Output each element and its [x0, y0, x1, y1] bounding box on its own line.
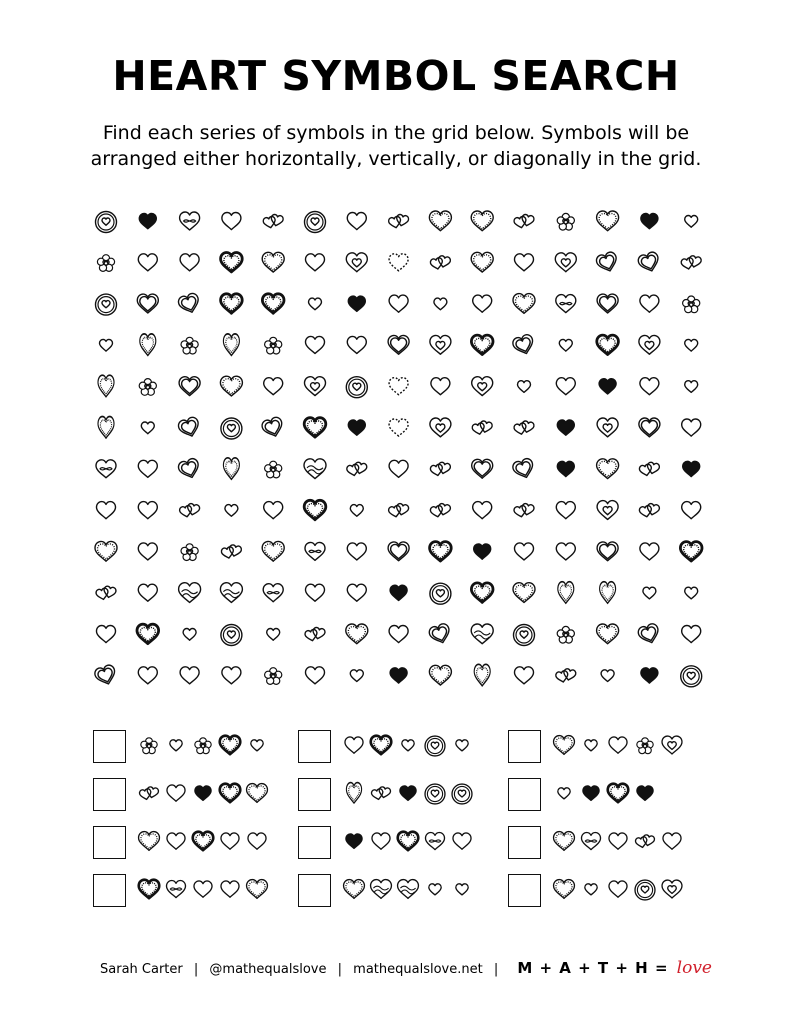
grid-cell-heart-outline-icon[interactable]: [473, 502, 492, 519]
grid-cell-heart-outline-icon[interactable]: [515, 543, 534, 560]
heart-outline-icon: [221, 881, 239, 897]
grid-cell-heart-outline-icon[interactable]: [180, 254, 199, 271]
grid-cell-heart-dotted-stitch-icon[interactable]: [513, 583, 535, 603]
grid-cell-heart-double-outline-icon[interactable]: [388, 335, 409, 354]
grid-cell-heart-tilted-icon[interactable]: [177, 457, 202, 480]
heart-small-outline-icon: [251, 740, 263, 751]
grid-cell-heart-twin-hearts-icon[interactable]: [346, 462, 367, 477]
grid-cell-heart-outline-icon[interactable]: [515, 254, 534, 271]
grid-cell-heart-twin-hearts-icon[interactable]: [513, 214, 534, 229]
grid-cell-heart-outline-icon[interactable]: [556, 378, 575, 395]
footer-separator: |: [193, 962, 199, 977]
grid-cell-heart-twin-hearts-icon[interactable]: [430, 462, 451, 477]
grid-cell-heart-dotted-stitch-icon[interactable]: [513, 294, 535, 314]
grid-cell-heart-in-heart-icon[interactable]: [597, 418, 618, 437]
grid-cell-heart-dotted-stitch-icon[interactable]: [597, 459, 619, 479]
heart-tall-stitch-icon: [346, 783, 361, 804]
grid-cell-heart-small-outline-icon[interactable]: [434, 298, 447, 310]
grid-cell-heart-outline-icon[interactable]: [473, 295, 492, 312]
footer-brand-love: love: [676, 958, 712, 978]
grid-cell-heart-outline-icon[interactable]: [389, 460, 408, 477]
grid-cell-heart-flower-icon[interactable]: [181, 337, 198, 354]
heart-small-outline-icon: [456, 884, 468, 895]
footer-handle: @mathequalslove: [209, 962, 327, 977]
grid-cell-heart-outline-icon[interactable]: [138, 460, 157, 477]
grid-cell-heart-tall-stitch-icon[interactable]: [98, 375, 114, 397]
grid-cell-heart-double-outline-icon[interactable]: [472, 459, 493, 478]
grid-cell-heart-outline-icon[interactable]: [347, 584, 366, 601]
grid-cell-heart-outline-icon[interactable]: [138, 254, 157, 271]
heart-dotted-stitch-icon: [554, 832, 575, 851]
answer-item: [508, 826, 728, 866]
grid-cell-heart-filled-icon[interactable]: [348, 420, 365, 435]
grid-cell-heart-outline-icon[interactable]: [389, 626, 408, 643]
grid-cell-heart-in-heart-icon[interactable]: [639, 335, 660, 354]
grid-cell-heart-bead-border-icon[interactable]: [597, 335, 619, 354]
grid-cell-heart-outline-icon[interactable]: [222, 213, 241, 230]
grid-cell-heart-outline-icon[interactable]: [640, 543, 659, 560]
answer-item: [93, 826, 313, 866]
grid-cell-heart-tilted-icon[interactable]: [428, 622, 453, 645]
grid-cell-heart-bead-border-icon[interactable]: [137, 624, 159, 643]
heart-wave-outline-icon: [398, 880, 419, 899]
grid-cell-heart-outline-icon[interactable]: [138, 543, 157, 560]
grid-cell-heart-tilted-icon[interactable]: [93, 664, 118, 687]
answer-item: [93, 778, 313, 818]
grid-cell-heart-bead-border-icon[interactable]: [304, 500, 326, 519]
heart-bead-border-icon: [371, 736, 392, 754]
grid-cell-heart-tall-stitch-icon[interactable]: [223, 458, 239, 480]
heart-outline-icon: [609, 881, 627, 897]
answer-sequence: [552, 826, 727, 860]
heart-flower-icon: [141, 738, 157, 754]
heart-outline-icon: [221, 833, 239, 849]
grid-cell-heart-double-outline-icon[interactable]: [597, 542, 618, 561]
instructions: Find each series of symbols in the grid below. Symbols will be arranged either horizontally, vertically, or diagonally in the grid.: [90, 122, 702, 170]
grid-row: [97, 622, 701, 645]
heart-wave-outline-icon: [371, 880, 392, 899]
grid-cell-heart-twin-hearts-icon[interactable]: [472, 420, 493, 435]
answer-item: [508, 874, 728, 914]
heart-small-outline-icon: [456, 740, 468, 751]
grid-cell-heart-dotted-stitch-icon[interactable]: [346, 624, 368, 644]
heart-bead-border-icon: [608, 784, 629, 802]
grid-cell-heart-twin-hearts-icon[interactable]: [639, 503, 660, 518]
grid-cell-heart-small-outline-icon[interactable]: [309, 298, 322, 310]
heart-outline-icon: [453, 833, 471, 849]
answer-sequence: [342, 778, 517, 812]
heart-filled-icon: [637, 786, 653, 801]
grid-cell-heart-outline-icon[interactable]: [347, 336, 366, 353]
grid-cell-heart-double-outline-icon[interactable]: [597, 294, 618, 313]
heart-small-outline-icon: [585, 740, 597, 751]
grid-cell-heart-twin-hearts-icon[interactable]: [430, 255, 451, 270]
grid-cell-heart-in-heart-icon[interactable]: [472, 377, 493, 396]
heart-dotted-stitch-icon: [344, 880, 365, 899]
answer-item: [298, 826, 518, 866]
grid-cell-heart-outline-icon[interactable]: [682, 502, 701, 519]
grid-row: [96, 292, 700, 315]
grid-cell-heart-dashed-outline-icon[interactable]: [389, 254, 408, 271]
grid-cell-heart-twin-hearts-icon[interactable]: [304, 627, 325, 642]
grid-cell-heart-filled-icon[interactable]: [139, 214, 156, 229]
heart-flower-icon: [195, 738, 211, 754]
grid-cell-heart-tilted-icon[interactable]: [177, 292, 202, 315]
grid-cell-heart-infinity-loop-icon[interactable]: [180, 212, 200, 230]
grid-cell-heart-outline-icon[interactable]: [556, 502, 575, 519]
grid-cell-heart-circle-badge-icon[interactable]: [221, 418, 242, 439]
grid-cell-heart-outline-icon[interactable]: [640, 295, 659, 312]
grid-cell-heart-circle-badge-icon[interactable]: [681, 666, 702, 687]
grid-cell-heart-twin-hearts-icon[interactable]: [95, 586, 116, 601]
grid-cell-heart-small-outline-icon[interactable]: [685, 339, 698, 351]
grid-cell-heart-flower-icon[interactable]: [557, 626, 574, 643]
grid-cell-heart-outline-icon[interactable]: [682, 419, 701, 436]
grid-cell-heart-outline-icon[interactable]: [264, 378, 283, 395]
grid-cell-heart-bead-border-icon[interactable]: [471, 583, 493, 602]
grid-cell-heart-circle-badge-icon[interactable]: [430, 583, 451, 604]
grid-cell-heart-tilted-icon[interactable]: [511, 333, 536, 356]
heart-twin-hearts-icon: [139, 786, 159, 800]
grid-cell-heart-outline-icon[interactable]: [264, 502, 283, 519]
grid-cell-heart-outline-icon[interactable]: [306, 254, 325, 271]
heart-small-outline-icon: [585, 884, 597, 895]
grid-cell-heart-double-outline-icon[interactable]: [179, 377, 200, 396]
grid-cell-heart-tall-stitch-icon[interactable]: [600, 582, 616, 604]
grid-cell-heart-outline-icon[interactable]: [180, 667, 199, 684]
heart-outline-icon: [609, 833, 627, 849]
grid-cell-heart-dotted-stitch-icon[interactable]: [429, 211, 451, 231]
answer-checkbox[interactable]: [508, 826, 541, 859]
grid-cell-heart-wave-outline-icon[interactable]: [179, 583, 201, 603]
grid-cell-heart-circle-badge-icon[interactable]: [96, 212, 117, 233]
grid-cell-heart-twin-hearts-icon[interactable]: [263, 214, 284, 229]
grid-cell-heart-bead-border-icon[interactable]: [680, 542, 702, 561]
grid-row: [96, 211, 698, 233]
grid-cell-heart-tall-stitch-icon[interactable]: [558, 582, 574, 604]
heart-filled-icon: [400, 786, 416, 801]
heart-bead-border-icon: [220, 784, 241, 802]
grid-cell-heart-filled-icon[interactable]: [599, 379, 616, 394]
heart-circle-badge-icon: [425, 784, 445, 804]
heart-circle-badge-icon: [635, 880, 655, 900]
grid-cell-heart-dashed-outline-icon[interactable]: [389, 419, 408, 436]
heart-twin-hearts-icon: [635, 834, 655, 848]
answer-sequence: [137, 778, 312, 812]
grid-cell-heart-small-outline-icon[interactable]: [643, 587, 656, 599]
grid-cell-heart-flower-icon[interactable]: [97, 255, 114, 272]
grid-cell-heart-flower-icon[interactable]: [683, 296, 700, 313]
grid-cell-heart-filled-icon[interactable]: [557, 420, 574, 435]
heart-outline-icon: [167, 785, 185, 801]
grid-cell-heart-outline-icon[interactable]: [389, 295, 408, 312]
grid-cell-heart-filled-icon[interactable]: [641, 668, 658, 683]
grid-cell-heart-small-outline-icon[interactable]: [518, 381, 531, 393]
grid-cell-heart-flower-icon[interactable]: [557, 213, 574, 230]
grid-row: [98, 416, 701, 439]
answer-checkbox[interactable]: [508, 730, 541, 763]
grid-cell-heart-in-heart-icon[interactable]: [597, 501, 618, 520]
footer-separator: |: [493, 962, 499, 977]
grid-cell-heart-small-outline-icon[interactable]: [685, 216, 698, 228]
footer-brand: M + A + T + H =: [517, 959, 669, 977]
grid-cell-heart-filled-icon[interactable]: [557, 461, 574, 476]
grid-cell-heart-small-outline-icon[interactable]: [141, 422, 154, 434]
grid-cell-heart-filled-icon[interactable]: [390, 668, 407, 683]
heart-dotted-stitch-icon: [247, 784, 268, 803]
heart-circle-badge-icon: [452, 784, 472, 804]
grid-cell-heart-small-outline-icon[interactable]: [685, 381, 698, 393]
grid-cell-heart-flower-icon[interactable]: [265, 461, 282, 478]
grid-cell-heart-outline-icon[interactable]: [682, 626, 701, 643]
grid-cell-heart-twin-hearts-icon[interactable]: [513, 420, 534, 435]
grid-cell-heart-bead-border-icon[interactable]: [430, 542, 452, 561]
grid-cell-heart-in-heart-icon[interactable]: [430, 418, 451, 437]
answer-item: [298, 874, 518, 914]
grid-cell-heart-infinity-loop-icon[interactable]: [305, 542, 325, 560]
grid-cell-heart-in-heart-icon[interactable]: [430, 335, 451, 354]
answer-checkbox[interactable]: [508, 778, 541, 811]
grid-cell-heart-flower-icon[interactable]: [265, 337, 282, 354]
grid-cell-heart-outline-icon[interactable]: [306, 584, 325, 601]
grid-cell-heart-dotted-stitch-icon[interactable]: [429, 665, 451, 685]
heart-bead-border-icon: [139, 880, 160, 898]
grid-cell-heart-outline-icon[interactable]: [138, 502, 157, 519]
grid-cell-heart-tall-stitch-icon[interactable]: [474, 664, 490, 686]
answer-checkbox[interactable]: [298, 874, 331, 907]
heart-in-heart-icon: [662, 736, 682, 754]
grid-cell-heart-dotted-stitch-icon[interactable]: [262, 541, 284, 561]
grid-cell-heart-small-outline-icon[interactable]: [100, 339, 113, 351]
heart-small-outline-icon: [402, 740, 414, 751]
grid-cell-heart-outline-icon[interactable]: [515, 667, 534, 684]
heart-small-outline-icon: [558, 788, 570, 799]
grid-cell-heart-infinity-loop-icon[interactable]: [96, 460, 116, 478]
heart-outline-icon: [167, 833, 185, 849]
heart-bead-border-icon: [220, 736, 241, 754]
answer-checkbox[interactable]: [508, 874, 541, 907]
grid-cell-heart-outline-icon[interactable]: [347, 543, 366, 560]
grid-cell-heart-twin-hearts-icon[interactable]: [430, 503, 451, 518]
answer-checkbox[interactable]: [298, 730, 331, 763]
grid-cell-heart-small-outline-icon[interactable]: [225, 505, 238, 517]
grid-cell-heart-small-outline-icon[interactable]: [267, 629, 280, 641]
heart-in-heart-icon: [662, 880, 682, 898]
grid-cell-heart-wave-outline-icon[interactable]: [220, 583, 242, 603]
heart-infinity-loop-icon: [582, 833, 601, 850]
page-title: HEART SYMBOL SEARCH: [112, 52, 680, 100]
answer-checkbox[interactable]: [93, 826, 126, 859]
heart-filled-icon: [583, 786, 599, 801]
grid-cell-heart-wave-outline-icon[interactable]: [304, 459, 326, 479]
grid-cell-heart-small-outline-icon[interactable]: [601, 670, 614, 682]
grid-cell-heart-wave-outline-icon[interactable]: [471, 624, 493, 644]
heart-small-outline-icon: [429, 884, 441, 895]
answer-checkbox[interactable]: [298, 778, 331, 811]
grid-cell-heart-filled-icon[interactable]: [390, 585, 407, 600]
grid-cell-heart-twin-hearts-icon[interactable]: [388, 214, 409, 229]
grid-cell-heart-dotted-stitch-icon[interactable]: [597, 211, 619, 231]
footer-separator: |: [337, 962, 343, 977]
grid-cell-heart-infinity-loop-icon[interactable]: [556, 295, 576, 313]
grid-cell-heart-dotted-stitch-icon[interactable]: [471, 252, 493, 272]
grid-cell-heart-bead-border-icon[interactable]: [471, 335, 493, 354]
grid-row: [98, 375, 698, 398]
heart-infinity-loop-icon: [426, 833, 445, 850]
heart-outline-icon: [248, 833, 266, 849]
grid-cell-heart-dashed-outline-icon[interactable]: [389, 378, 408, 395]
grid-cell-heart-outline-icon[interactable]: [556, 543, 575, 560]
grid-cell-heart-double-outline-icon[interactable]: [137, 294, 158, 313]
grid-cell-heart-small-outline-icon[interactable]: [350, 505, 363, 517]
heart-outline-icon: [372, 833, 390, 849]
grid-cell-heart-outline-icon[interactable]: [97, 626, 116, 643]
grid-cell-heart-twin-hearts-icon[interactable]: [681, 255, 702, 270]
answer-item: [508, 778, 728, 818]
grid-cell-heart-filled-icon[interactable]: [474, 544, 491, 559]
answer-checkbox[interactable]: [298, 826, 331, 859]
answer-sequence: [137, 730, 312, 764]
grid-cell-heart-in-heart-icon[interactable]: [346, 253, 367, 272]
grid-cell-heart-circle-badge-icon[interactable]: [514, 625, 535, 646]
grid-cell-heart-outline-icon[interactable]: [138, 584, 157, 601]
heart-outline-icon: [194, 881, 212, 897]
grid-cell-heart-flower-icon[interactable]: [181, 544, 198, 561]
answer-item: [508, 730, 728, 770]
heart-outline-icon: [345, 737, 363, 753]
grid-cell-heart-circle-badge-icon[interactable]: [305, 212, 326, 233]
answer-sequence: [342, 874, 517, 908]
answer-item: [93, 874, 313, 914]
grid-cell-heart-tall-stitch-icon[interactable]: [98, 417, 114, 439]
heart-dotted-stitch-icon: [139, 832, 160, 851]
answer-sequence: [552, 778, 727, 812]
grid-cell-heart-twin-hearts-icon[interactable]: [555, 668, 576, 683]
grid-row: [100, 333, 698, 356]
grid-cell-heart-filled-icon[interactable]: [683, 461, 700, 476]
footer-site: mathequalslove.net: [353, 962, 483, 977]
heart-outline-icon: [609, 737, 627, 753]
grid-cell-heart-in-heart-icon[interactable]: [555, 253, 576, 272]
answer-checkbox[interactable]: [93, 730, 126, 763]
heart-dotted-stitch-icon: [554, 736, 575, 755]
answer-sequence: [552, 874, 727, 908]
grid-cell-heart-bead-border-icon[interactable]: [262, 294, 284, 313]
heart-bead-border-icon: [398, 832, 419, 850]
grid-cell-heart-double-outline-icon[interactable]: [388, 542, 409, 561]
grid-cell-heart-small-outline-icon[interactable]: [350, 670, 363, 682]
grid-cell-heart-tilted-icon[interactable]: [595, 251, 620, 274]
grid-cell-heart-dotted-stitch-icon[interactable]: [95, 541, 117, 561]
answer-sequence: [342, 826, 517, 860]
grid-cell-heart-tall-stitch-icon[interactable]: [140, 334, 156, 356]
heart-dotted-stitch-icon: [247, 880, 268, 899]
grid-cell-heart-tilted-icon[interactable]: [637, 622, 662, 645]
grid-cell-heart-outline-icon[interactable]: [97, 502, 116, 519]
grid-cell-heart-small-outline-icon[interactable]: [183, 629, 196, 641]
grid-cell-heart-dotted-stitch-icon[interactable]: [220, 376, 242, 396]
grid-cell-heart-outline-icon[interactable]: [138, 667, 157, 684]
heart-filled-icon: [346, 834, 362, 849]
grid-row: [96, 457, 700, 480]
heart-circle-badge-icon: [425, 736, 445, 756]
heart-infinity-loop-icon: [167, 881, 186, 898]
grid-cell-heart-circle-badge-icon[interactable]: [96, 294, 117, 315]
grid-cell-heart-outline-icon[interactable]: [640, 378, 659, 395]
grid-row: [97, 500, 701, 519]
grid-cell-heart-in-heart-icon[interactable]: [305, 377, 326, 396]
heart-flower-icon: [637, 738, 653, 754]
grid-cell-heart-bead-border-icon[interactable]: [304, 418, 326, 437]
grid-cell-heart-dotted-stitch-icon[interactable]: [471, 211, 493, 231]
grid-row: [95, 541, 702, 561]
grid-cell-heart-infinity-loop-icon[interactable]: [263, 584, 283, 602]
grid-cell-heart-tilted-icon[interactable]: [261, 416, 286, 439]
heart-dotted-stitch-icon: [554, 880, 575, 899]
answer-checkbox[interactable]: [93, 874, 126, 907]
grid-cell-heart-tall-stitch-icon[interactable]: [223, 334, 239, 356]
grid-cell-heart-small-outline-icon[interactable]: [685, 587, 698, 599]
grid-cell-heart-flower-icon[interactable]: [139, 379, 156, 396]
grid-cell-heart-twin-hearts-icon[interactable]: [221, 544, 242, 559]
grid-cell-heart-double-outline-icon[interactable]: [639, 418, 660, 437]
grid-cell-heart-tilted-icon[interactable]: [637, 251, 662, 274]
grid-cell-heart-twin-hearts-icon[interactable]: [179, 503, 200, 518]
grid-row: [95, 582, 697, 605]
footer: [100, 958, 712, 978]
grid-row: [97, 251, 701, 274]
grid-cell-heart-dotted-stitch-icon[interactable]: [597, 624, 619, 644]
heart-bead-border-icon: [193, 832, 214, 850]
heart-twin-hearts-icon: [371, 786, 391, 800]
grid-row: [93, 664, 701, 687]
grid-cell-heart-dotted-stitch-icon[interactable]: [262, 252, 284, 272]
grid-cell-heart-twin-hearts-icon[interactable]: [513, 503, 534, 518]
answer-sequence: [552, 730, 727, 764]
grid-cell-heart-outline-icon[interactable]: [222, 667, 241, 684]
answer-item: [93, 730, 313, 770]
answer-sequence: [342, 730, 517, 764]
grid-cell-heart-tilted-icon[interactable]: [177, 416, 202, 439]
grid-cell-heart-twin-hearts-icon[interactable]: [639, 462, 660, 477]
grid-cell-heart-filled-icon[interactable]: [348, 296, 365, 311]
grid-cell-heart-circle-badge-icon[interactable]: [346, 377, 367, 398]
grid-cell-heart-twin-hearts-icon[interactable]: [388, 503, 409, 518]
answer-sequence: [137, 874, 312, 908]
answer-sequence: [137, 826, 312, 860]
answer-checkbox[interactable]: [93, 778, 126, 811]
grid-cell-heart-circle-badge-icon[interactable]: [221, 625, 242, 646]
footer-author: Sarah Carter: [100, 962, 183, 977]
grid-cell-heart-outline-icon[interactable]: [431, 378, 450, 395]
grid-cell-heart-outline-icon[interactable]: [347, 213, 366, 230]
grid-cell-heart-filled-icon[interactable]: [641, 214, 658, 229]
grid-cell-heart-tilted-icon[interactable]: [511, 457, 536, 480]
grid-cell-heart-outline-icon[interactable]: [306, 667, 325, 684]
heart-outline-icon: [663, 833, 681, 849]
grid-cell-heart-bead-border-icon[interactable]: [221, 252, 243, 271]
heart-small-outline-icon: [170, 740, 182, 751]
grid-cell-heart-bead-border-icon[interactable]: [221, 294, 243, 313]
answer-item: [298, 730, 518, 770]
grid-cell-heart-outline-icon[interactable]: [306, 336, 325, 353]
answer-item: [298, 778, 518, 818]
heart-filled-icon: [195, 786, 211, 801]
grid-cell-heart-small-outline-icon[interactable]: [559, 339, 572, 351]
grid-cell-heart-flower-icon[interactable]: [265, 668, 282, 685]
